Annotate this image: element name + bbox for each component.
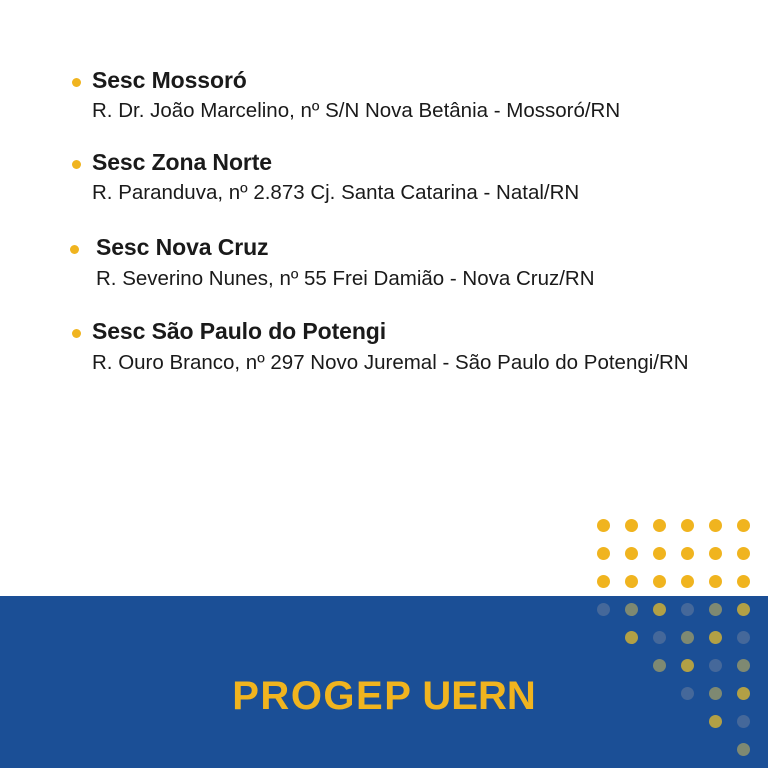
bullet-icon bbox=[72, 160, 81, 169]
dot bbox=[625, 575, 638, 588]
dot bbox=[681, 575, 694, 588]
dot bbox=[597, 519, 610, 532]
dot bbox=[625, 547, 638, 560]
logo-uern-text: UERN bbox=[422, 674, 536, 718]
dot bbox=[681, 547, 694, 560]
list-item bbox=[62, 233, 712, 293]
venue-address: R. Severino Nunes, nº 55 Frei Damião - Nova Cruz/RN bbox=[96, 266, 595, 290]
venue-address: R. Ouro Branco, nº 297 Novo Juremal - São Paulo do Potengi/RN bbox=[92, 350, 689, 374]
venue-title: Sesc São Paulo do Potengi bbox=[92, 318, 387, 345]
dot bbox=[597, 547, 610, 560]
venue-title: Sesc Zona Norte bbox=[92, 148, 272, 175]
dot bbox=[709, 547, 722, 560]
dot bbox=[653, 547, 666, 560]
venue-list bbox=[62, 66, 712, 377]
dot bbox=[653, 519, 666, 532]
dot bbox=[653, 575, 666, 588]
footer-logo bbox=[0, 676, 768, 716]
dot bbox=[737, 519, 750, 532]
dot bbox=[737, 575, 750, 588]
venue-title: Sesc Mossoró bbox=[92, 67, 247, 93]
dot bbox=[737, 547, 750, 560]
list-item bbox=[62, 317, 712, 377]
dot bbox=[597, 575, 610, 588]
dot bbox=[681, 519, 694, 532]
bullet-icon bbox=[72, 78, 81, 87]
list-item bbox=[62, 66, 712, 126]
list-item bbox=[62, 148, 712, 208]
venue-title: Sesc Nova Cruz bbox=[96, 234, 269, 261]
venue-address: R. Dr. João Marcelino, nº S/N Nova Betânia - Mossoró/RN bbox=[92, 99, 621, 123]
logo-progep-text: PROGEP bbox=[232, 674, 413, 718]
dot bbox=[625, 519, 638, 532]
dot bbox=[709, 575, 722, 588]
venue-address: R. Paranduva, nº 2.873 Cj. Santa Catarina - Natal/RN bbox=[92, 181, 580, 205]
dot bbox=[709, 519, 722, 532]
